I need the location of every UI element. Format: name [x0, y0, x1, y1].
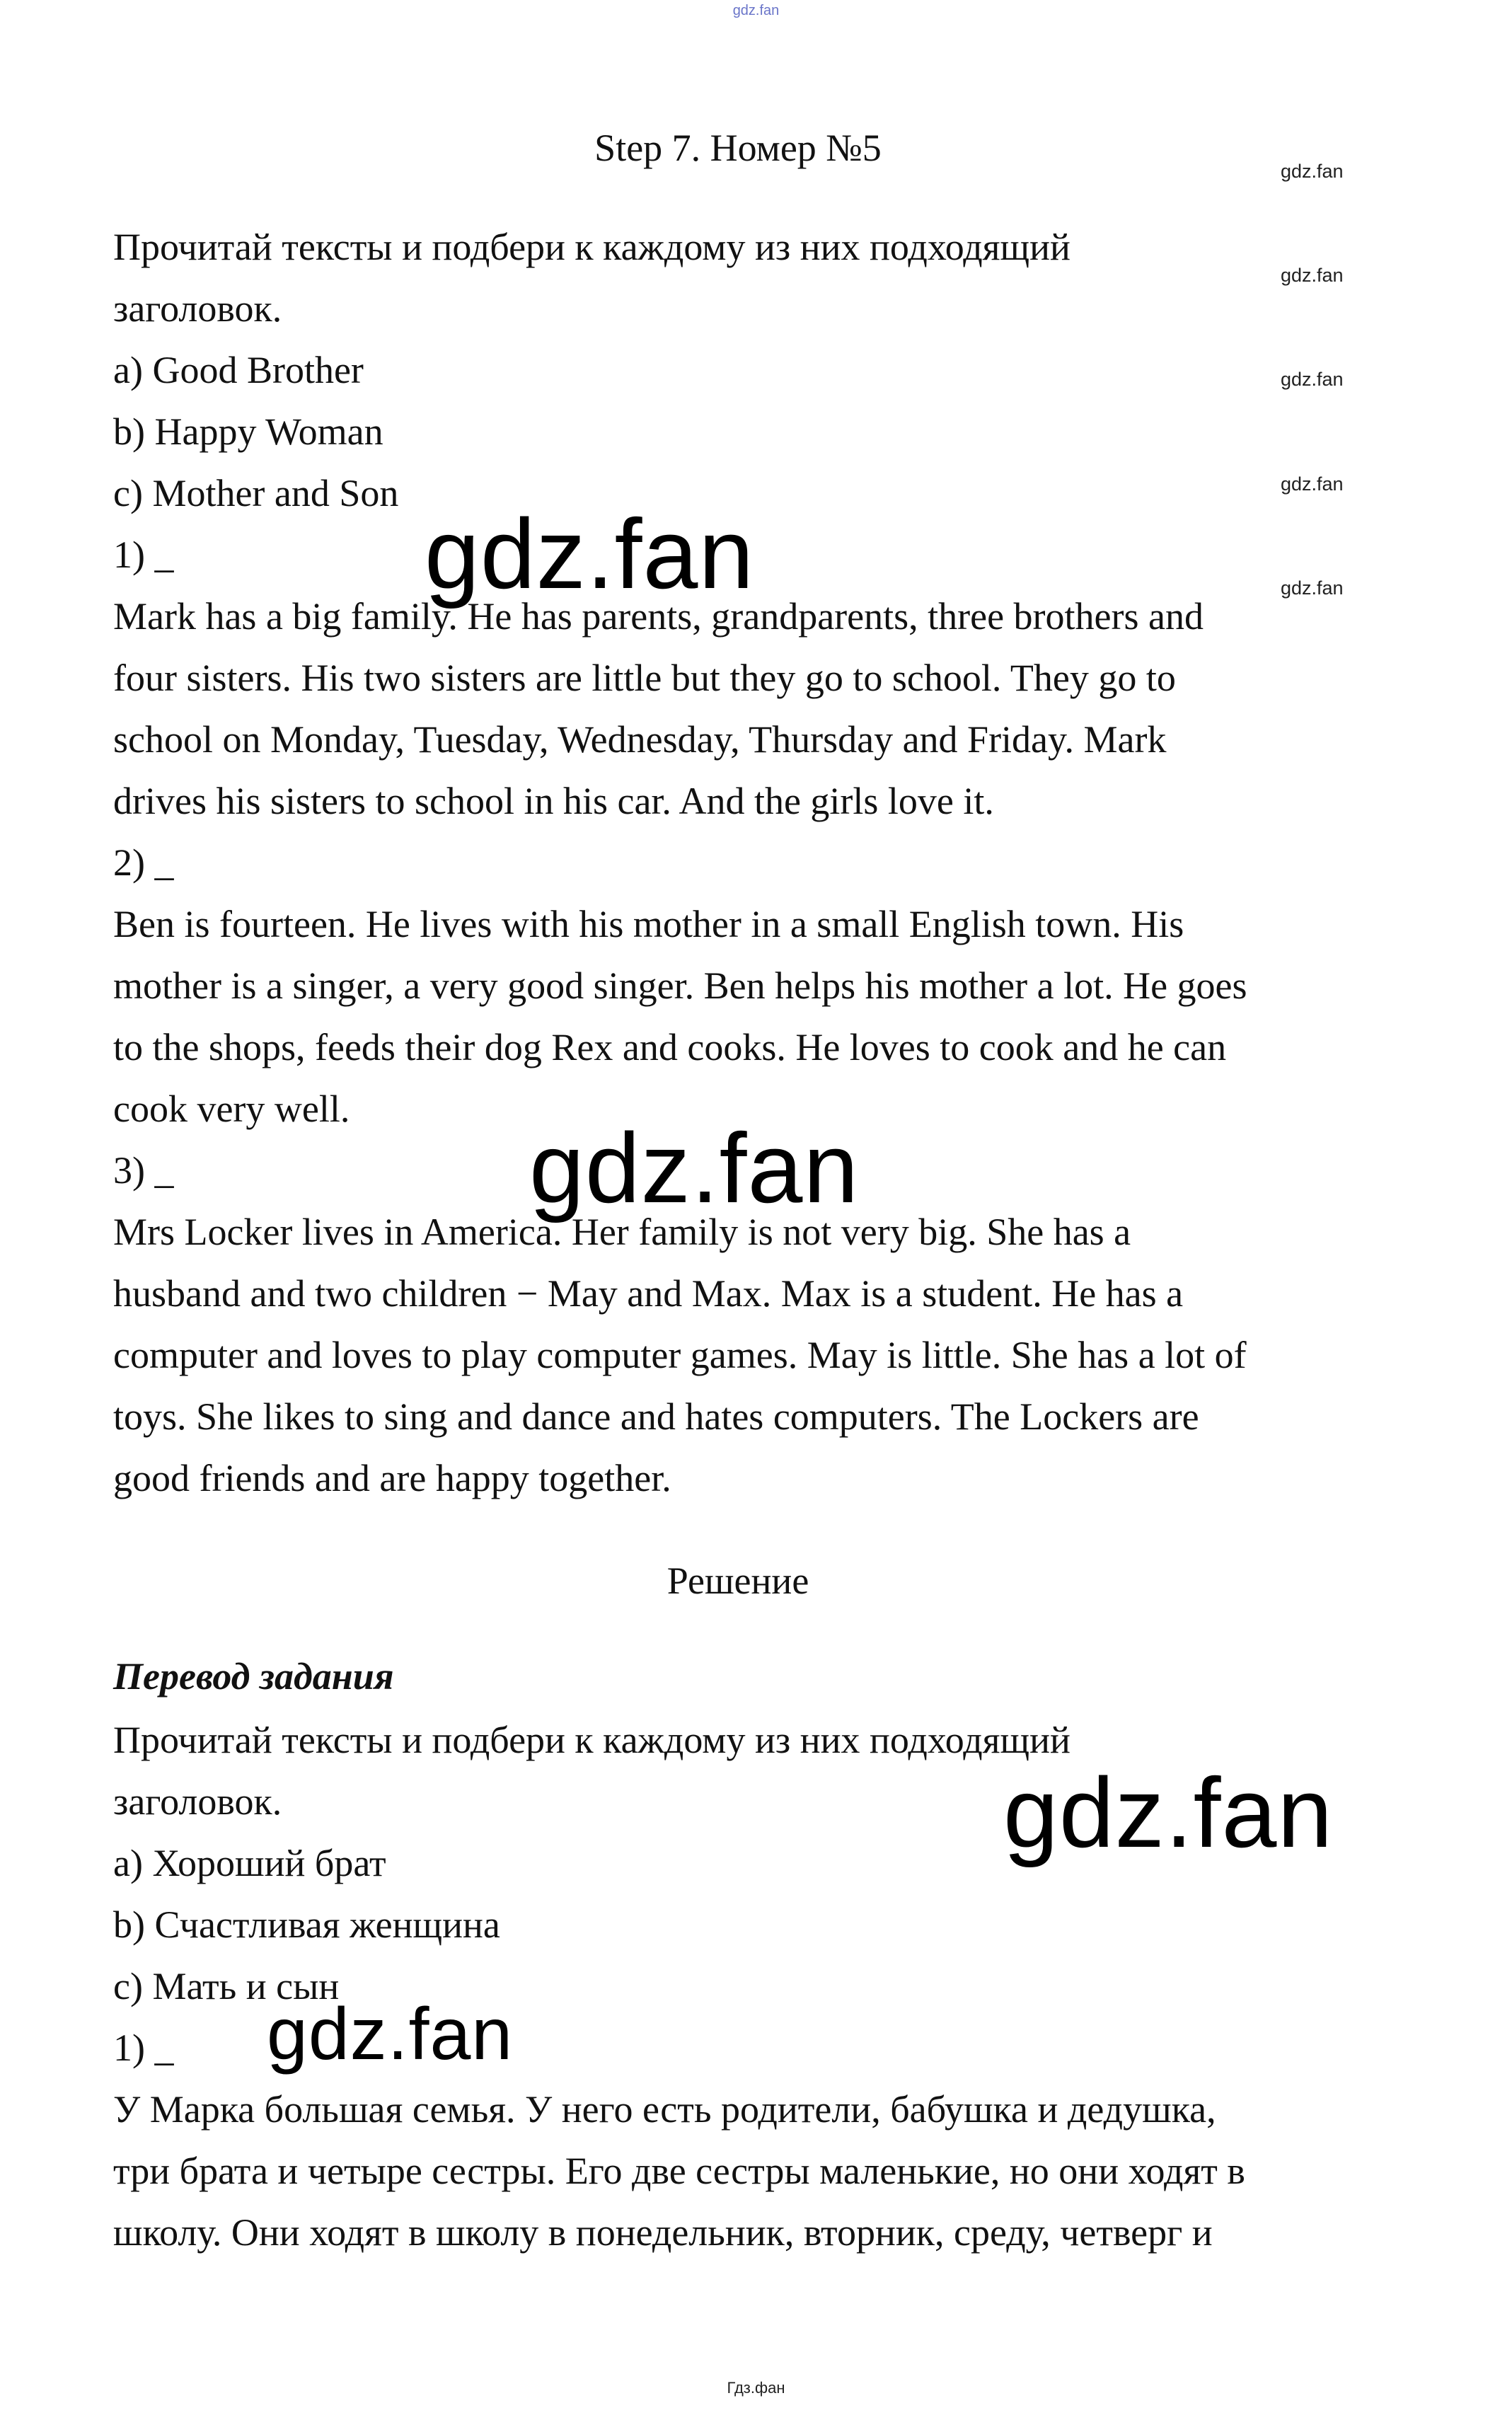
translation-line: Прочитай тексты и подбери к каждому из них подходящий — [113, 1719, 1070, 1761]
big-watermark: gdz.fan — [529, 1112, 860, 1223]
translation-option: b) Счастливая женщина — [113, 1903, 500, 1946]
side-watermark: gdz.fan — [1281, 161, 1344, 182]
text-label: 2) _ — [113, 841, 174, 884]
text-line: four sisters. His two sisters are little but they go to school. They go to — [113, 657, 1176, 699]
footer-watermark: Гдз.фан — [727, 2379, 785, 2397]
translation-line: заголовок. — [113, 1780, 282, 1823]
task-line: Прочитай тексты и подбери к каждому из них подходящий — [113, 226, 1070, 268]
translation-option: a) Хороший брат — [113, 1842, 386, 1884]
text-line: Ben is fourteen. He lives with his mother in a small English town. His — [113, 903, 1184, 945]
text-line: to the shops, feeds their dog Rex and cooks. He loves to cook and he can — [113, 1026, 1227, 1068]
translation-line: три брата и четыре сестры. Его две сестры маленькие, но они ходят в — [113, 2150, 1245, 2192]
text-line: Mrs Locker lives in America. Her family is not very big. She has a — [113, 1211, 1131, 1253]
translation-option: c) Мать и сын — [113, 1965, 340, 2007]
translation-line: школу. Они ходят в школу в понедельник, вторник, среду, четверг и — [113, 2211, 1213, 2254]
page-title: Step 7. Номер №5 — [594, 127, 882, 169]
text-line: cook very well. — [113, 1088, 350, 1130]
task-option: b) Happy Woman — [113, 410, 383, 453]
text-line: computer and loves to play computer games. May is little. She has a lot of — [113, 1334, 1247, 1376]
text-line: drives his sisters to school in his car. And the girls love it. — [113, 780, 994, 822]
task-option: a) Good Brother — [113, 349, 364, 391]
big-watermark: gdz.fan — [267, 1993, 514, 2075]
top-watermark: gdz.fan — [732, 3, 780, 18]
big-watermark: gdz.fan — [1003, 1757, 1334, 1868]
text-line: husband and two children − May and Max. Max is a student. He has a — [113, 1272, 1184, 1315]
big-watermark: gdz.fan — [425, 498, 755, 609]
text-line: Mark has a big family. He has parents, grandparents, three brothers and — [113, 595, 1204, 638]
text-line: good friends and are happy together. — [113, 1457, 671, 1499]
side-watermark: gdz.fan — [1281, 265, 1344, 286]
text-line: toys. She likes to sing and dance and hates computers. The Lockers are — [113, 1395, 1199, 1438]
translation-line: У Марка большая семья. У него есть родители, бабушка и дедушка, — [113, 2088, 1216, 2131]
side-watermark: gdz.fan — [1281, 369, 1344, 390]
solution-heading: Решение — [666, 1560, 809, 1602]
text-label: 1) _ — [113, 534, 174, 576]
text-line: school on Monday, Tuesday, Wednesday, Thursday and Friday. Mark — [113, 718, 1167, 761]
task-option: c) Mother and Son — [113, 472, 399, 514]
text-label: 3) _ — [113, 1149, 174, 1192]
text-line: mother is a singer, a very good singer. Ben helps his mother a lot. He goes — [113, 964, 1247, 1007]
side-watermark: gdz.fan — [1281, 577, 1344, 599]
translation-heading: Перевод задания — [113, 1655, 394, 1698]
translation-label: 1) _ — [113, 2027, 174, 2069]
task-line: заголовок. — [113, 287, 282, 330]
side-watermark: gdz.fan — [1281, 473, 1344, 495]
